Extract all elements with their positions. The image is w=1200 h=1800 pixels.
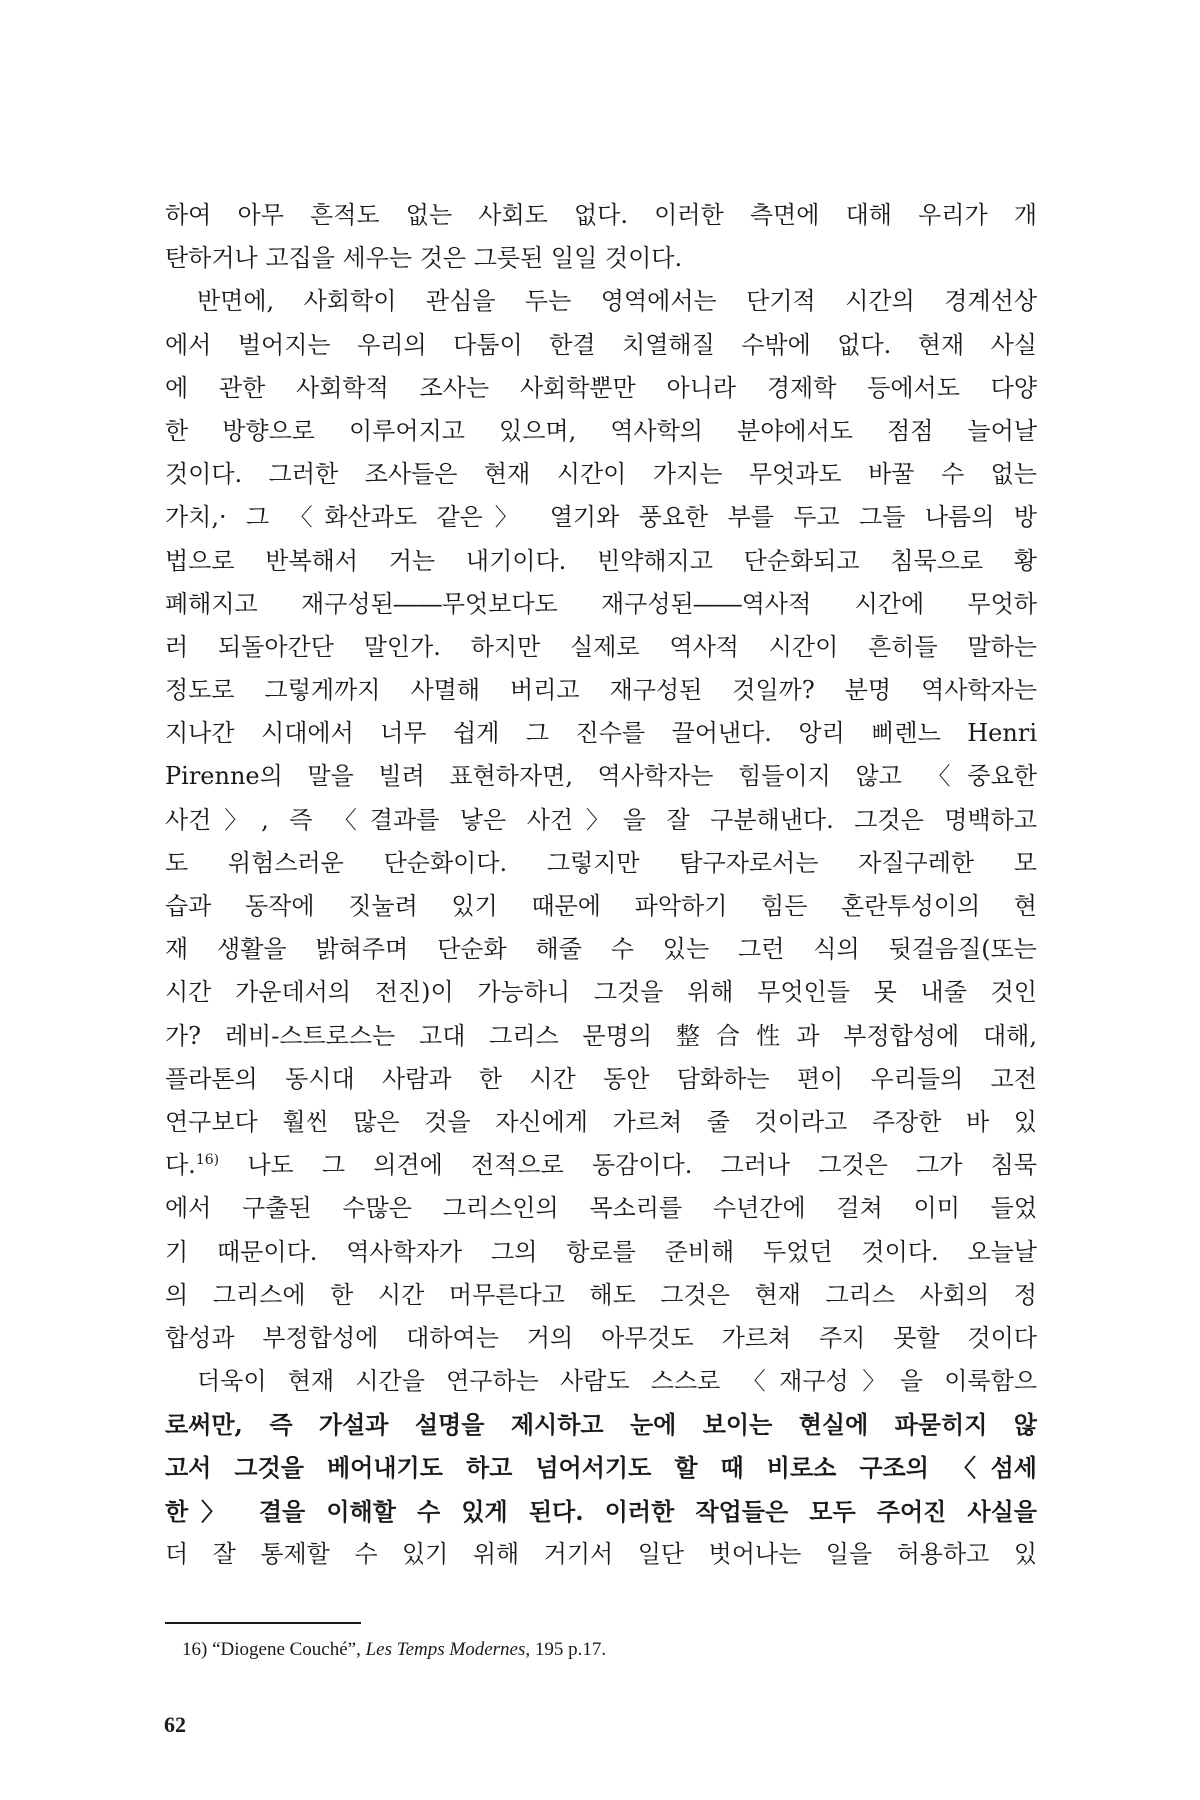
text-line: Pirenne의 말을 빌려 표현하자면, 역사학자는 힘들이지 않고 〈중요한 <box>165 762 1037 791</box>
footnote <box>182 1638 606 1662</box>
text-line: 것이다. 그러한 조사들은 현재 시간이 가지는 무엇과도 바꿀 수 없는 <box>165 460 1037 489</box>
text-fragment: 다. <box>165 1151 196 1180</box>
text-line: 한〉 결을 이해할 수 있게 된다. 이러한 작업들은 모두 주어진 사실을 <box>165 1496 1037 1526</box>
footnote-reference: 16) <box>195 1152 220 1169</box>
text-line: 러 되돌아간단 말인가. 하지만 실제로 역사적 시간이 흔히들 말하는 <box>165 632 1037 661</box>
text-line: 재 생활을 밝혀주며 단순화 해줄 수 있는 그런 식의 뒷걸음질(또는 <box>165 935 1037 964</box>
text-line: 에서 구출된 수많은 그리스인의 목소리를 수년간에 걸쳐 이미 들었 <box>165 1194 1037 1223</box>
text-line-with-footnote-ref <box>165 1144 1037 1187</box>
footnote-source: Les Temps Modernes, <box>365 1639 531 1660</box>
footnote-title: “Diogene Couché”, <box>212 1639 361 1660</box>
text-line: 로써만, 즉 가설과 설명을 제시하고 눈에 보이는 현실에 파묻히지 않 <box>165 1410 1037 1440</box>
text-line: 한 방향으로 이루어지고 있으며, 역사학의 분야에서도 점점 늘어날 <box>165 416 1037 445</box>
text-line: 더욱이 현재 시간을 연구하는 사람도 스스로 〈재구성〉을 이룩함으 <box>197 1367 1037 1396</box>
text-line: 반면에, 사회학이 관심을 두는 영역에서는 단기적 시간의 경계선상 <box>197 287 1037 316</box>
footnote-number: 16) <box>182 1639 208 1660</box>
text-line: 폐해지고 재구성된――무엇보다도 재구성된――역사적 시간에 무엇하 <box>165 589 1037 618</box>
text-line: 연구보다 훨씬 많은 것을 자신에게 가르쳐 줄 것이라고 주장한 바 있 <box>165 1107 1037 1136</box>
text-line: 지나간 시대에서 너무 쉽게 그 진수를 끌어낸다. 앙리 삐렌느 Henri <box>165 719 1037 748</box>
text-line: 사건〉, 즉 〈결과를 낳은 사건〉을 잘 구분해낸다. 그것은 명백하고 <box>165 805 1037 834</box>
text-line: 정도로 그렇게까지 사멸해 버리고 재구성된 것일까? 분명 역사학자는 <box>165 676 1037 705</box>
text-line: 플라톤의 동시대 사람과 한 시간 동안 담화하는 편이 우리들의 고전 <box>165 1064 1037 1093</box>
text-line: 더 잘 통제할 수 있기 위해 거기서 일단 벗어나는 일을 허용하고 있 <box>165 1539 1037 1568</box>
text-line: 탄하거나 고집을 세우는 것은 그릇된 일일 것이다. <box>165 244 683 273</box>
text-line: 가? 레비-스트로스는 고대 그리스 문명의 整合性과 부정합성에 대해, <box>165 1021 1037 1050</box>
text-line: 에서 벌어지는 우리의 다툼이 한결 치열해질 수밖에 없다. 현재 사실 <box>165 330 1037 359</box>
text-line: 에 관한 사회학적 조사는 사회학뿐만 아니라 경제학 등에서도 다양 <box>165 373 1037 402</box>
text-line: 시간 가운데서의 전진)이 가능하니 그것을 위해 무엇인들 못 내줄 것인 <box>165 978 1037 1007</box>
text-line: 합성과 부정합성에 대하여는 거의 아무것도 가르쳐 주지 못할 것이다 <box>165 1323 1037 1352</box>
text-line: 법으로 반복해서 거는 내기이다. 빈약해지고 단순화되고 침묵으로 황 <box>165 546 1037 575</box>
body-text <box>165 194 1037 1576</box>
text-line: 습과 동작에 짓눌려 있기 때문에 파악하기 힘든 혼란투성이의 현 <box>165 892 1037 920</box>
text-line: 기 때문이다. 역사학자가 그의 항로를 준비해 두었던 것이다. 오늘날 <box>165 1237 1037 1266</box>
text-line: 의 그리스에 한 시간 머무른다고 해도 그것은 현재 그리스 사회의 정 <box>165 1280 1037 1309</box>
text-line: 하여 아무 흔적도 없는 사회도 없다. 이러한 측면에 대해 우리가 개 <box>165 201 1037 229</box>
footnote-detail: 195 p.17. <box>534 1639 607 1660</box>
text-line: 가치,· 그 〈화산과도 같은〉 열기와 풍요한 부를 두고 그들 나름의 방 <box>165 503 1037 532</box>
text-fragment: 나도 그 의견에 전적으로 동감이다. 그러나 그것은 그가 침묵 <box>247 1151 1037 1180</box>
text-line: 고서 그것을 베어내기도 하고 넘어서기도 할 때 비로소 구조의 〈섬세 <box>165 1453 1037 1483</box>
page-number: 62 <box>164 1712 186 1737</box>
footnote-divider <box>165 1622 361 1624</box>
text-line: 도 위험스러운 단순화이다. 그렇지만 탐구자로서는 자질구레한 모 <box>165 848 1037 877</box>
